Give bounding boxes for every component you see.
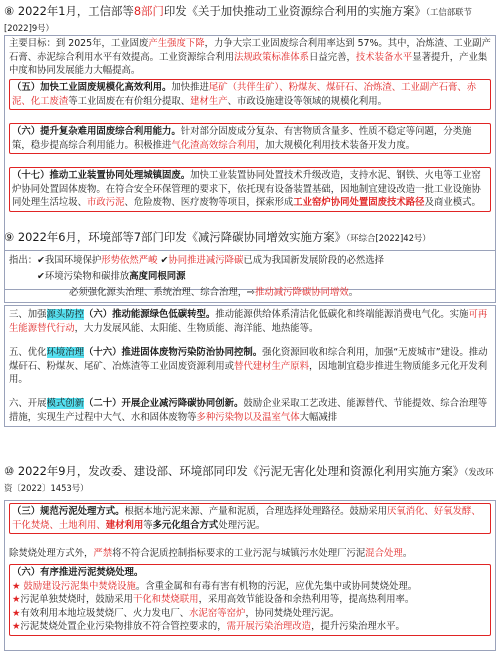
clause-6-box [9, 564, 491, 636]
clause-6-line-2 [12, 593, 488, 607]
arrow-icon: ⇨ [247, 287, 255, 298]
item-6-paragraph [9, 397, 491, 424]
clause-highlight: 水泥窑等窑炉 [189, 607, 246, 619]
clause-highlight: 尾矿（共伴生矿）、粉煤灰、煤矸石、冶炼渣、工业副产石膏、赤泥、化工废渣 [12, 82, 477, 107]
clause-emphasis: 多元化组合方式 [152, 519, 219, 531]
clause-heading: （六）提升复杂难用固废综合利用能力。 [12, 126, 181, 137]
clause-text: ，协同焚烧处理污泥。 [245, 607, 340, 619]
document-number: （发改环资〔2022〕1453号） [4, 467, 494, 493]
star-icon: ★ [12, 621, 21, 632]
clause-3-note [9, 547, 491, 561]
item-tag: 环境治理 [46, 347, 85, 358]
clause-text: 等工业固废在有价组分提取、 [68, 95, 191, 107]
item-text: ，大力发展风能、太阳能、生物质能、海洋能、地热能等。 [74, 322, 319, 334]
clause-highlight: 气化渣高效综合利用 [171, 139, 256, 151]
clause-6-line-3 [12, 607, 488, 621]
note-highlight: 严禁 [93, 548, 113, 559]
item-heading: （二十）开展企业减污降碳协同创新。 [84, 398, 244, 409]
clause-highlight: 厌氧消化、好氧发酵、干化焚烧、土地利用、 [12, 506, 481, 531]
clause-text: 加快推进 [171, 82, 209, 93]
summary-line-3 [69, 286, 491, 300]
clause-heading: （六）有序推进污泥焚烧处理。 [12, 567, 144, 578]
item-text: 大幅减排 [299, 411, 338, 423]
title-text: 2022年9月，发改委、建设部、环境部同印发《污泥无害化处理和资源化利用实施方案》 [14, 464, 465, 478]
clause-5-box [9, 79, 491, 110]
clause-6-line-4 [12, 620, 488, 634]
section-9-title [4, 230, 496, 246]
clause-text: 及商业模式。 [424, 197, 481, 208]
summary-emphasis: 高度同根同源 [129, 271, 186, 282]
title-text: 2022年1月，工信部等 [14, 4, 134, 18]
clause-text: 根据本地污泥来源、产量和泥质，合理选择处理路径。鼓励采用 [124, 506, 388, 517]
item-text: 鼓励企业采取工艺改进、能源替代、节能提效、综合治理等措施，实现生产过程中大气、水和固体废物等 [9, 398, 488, 423]
star-icon: ★ [12, 607, 21, 619]
goal-text: 日益完善， [309, 51, 356, 63]
item-text: 六、开展 [9, 398, 47, 409]
clause-highlight: 需开展污染治理改造 [226, 621, 312, 632]
title-text: 2022年6月，环境部等7部门印发《减污降碳协同增效实施方案》 [14, 230, 347, 244]
summary-highlight: 形势依然严峻 [101, 255, 158, 266]
item-tag: 源头防控 [46, 309, 85, 320]
goal-text: 显著提升，产业集中度和协同发展能力大幅提高。 [9, 51, 488, 76]
clause-highlight: 市政污泥 [87, 197, 125, 208]
item-heading: （十六）推进固体废物污染防治协同控制。 [84, 347, 263, 358]
goal-text: ，力争大宗工业固废综合利用率达到 57%。其中，冶炼渣、工业副产石膏、赤泥综合利用水平有效提高。工业资源综合利用 [9, 38, 491, 63]
section-9-summary-box [4, 250, 496, 303]
item-text: 推动能源供给体系清洁化低碳化和终端能源消费电气化。实施 [215, 309, 469, 320]
clause-highlight: 干化和焚烧联用 [132, 594, 199, 605]
goal-highlight: 技术装备水平 [355, 51, 413, 63]
summary-text: ✔环境污染物和碳排放 [37, 271, 130, 282]
item-5-paragraph [9, 346, 491, 387]
document-number: （工信部联节[2022]9号） [4, 7, 472, 33]
clause-text: 。含重金属和有毒有害有机物的污泥，应优先集中或协同焚烧处理。 [135, 580, 418, 592]
summary-text: ✔我国环境保护 [37, 255, 102, 266]
clause-text: 污泥单独焚烧时，鼓励采用 [20, 594, 133, 605]
clause-heading: （三）规范污泥处理方式。 [12, 506, 125, 517]
clause-text: ，加大规模化利用技术装备开发力度。 [255, 139, 416, 151]
item-highlight: 替代建材生产原料 [234, 360, 310, 372]
title-highlight: 8部门 [133, 4, 164, 18]
title-text: 印发《关于加快推动工业资源综合利用的实施方案》 [163, 4, 426, 18]
item-text: 五、优化 [9, 347, 47, 358]
clause-text: 、市政设施建设等领域的规模化利用。 [227, 95, 388, 107]
item-text: ，因地制宜稳步推进生物质能多元化开发利用。 [9, 360, 488, 385]
item-highlight: 可再生能源替代行动 [9, 309, 488, 334]
summary-line-1 [9, 254, 491, 268]
summary-label: 指出： [9, 255, 38, 266]
section-10-box [4, 500, 496, 651]
clause-text: 、危险废物、医疗废物等项目，探索形成 [124, 197, 294, 208]
note-text: 。 [402, 548, 413, 559]
summary-text: ✔ [157, 255, 169, 266]
clause-heading: （十七）推动工业装置协同处理城镇固废。 [12, 170, 191, 181]
item-tag: 模式创新 [46, 398, 85, 409]
goal-text: 主要目标：到 2025年，工业固废 [9, 38, 149, 49]
summary-highlight: 协同推进减污降碳 [168, 255, 244, 266]
summary-line-2 [37, 270, 491, 284]
note-text: 将不符合泥质控制指标要求的工业污泥与城镇污水处理厂污泥 [112, 548, 366, 559]
summary-text: 已成为我国新发展阶段的必然选择 [243, 255, 385, 266]
goal-highlight: 法规政策标准体系 [234, 51, 310, 63]
clause-heading: （五）加快工业固废规模化高效利用。 [12, 82, 172, 93]
item-text: 强化资源回收和综合利用，加强“无废城市”建设。推动煤矸石、粉煤灰、尾矿、冶炼渣等工业固废资源利用或 [9, 347, 488, 372]
summary-text: 。 [348, 287, 359, 298]
star-icon: ★ [12, 594, 21, 605]
clause-6-line-1 [12, 580, 488, 594]
circled-number-10: ⑩ [4, 464, 15, 478]
clause-text: ，采用高效节能设备和余热利用等，提高热利用率。 [198, 594, 415, 605]
clause-highlight: 工业窑炉协同处置固废技术路径 [293, 197, 425, 208]
clause-highlight: 建材生产 [190, 95, 228, 107]
clause-text: 有效利用本地垃圾焚烧厂、火力发电厂、 [20, 607, 190, 619]
circled-number-9: ⑨ [4, 230, 15, 244]
clause-highlight: ★ 鼓励建设污泥集中焚烧设施 [12, 580, 136, 592]
item-heading: （六）推动能源绿色低碳转型。 [84, 309, 216, 320]
section-9-body-box [4, 305, 496, 427]
summary-highlight: 推动减污降碳协同增效 [255, 287, 349, 298]
item-text: 三、加强 [9, 309, 47, 320]
goal-highlight: 产生强度下降 [148, 38, 205, 49]
note-highlight: 混合处理 [365, 548, 403, 559]
document-number: （环综合[2022]42号） [346, 233, 431, 243]
clause-text: 等 [143, 519, 153, 531]
circled-number-8: ⑧ [4, 4, 15, 18]
clause-3-box [9, 503, 491, 534]
clause-text: 处理污泥。 [218, 519, 266, 531]
clause-text: 加快工业装置协同处置技术升级改造，支持水泥、钢铁、火电等工业窑炉协同处置固体废物。在符合安全环保管理的要求下，依托现有设备装置基础，因地制宜建设改造一批工业设施协同处理生活垃圾、 [12, 170, 481, 208]
item-highlight: 多种污染物以及温室气体 [196, 411, 300, 423]
summary-text: 必须强化源头治理、系统治理、综合治理， [69, 287, 248, 298]
item-3-paragraph [9, 308, 491, 335]
note-text: 除焚烧处理方式外， [9, 548, 94, 559]
clause-17-box [9, 167, 491, 212]
clause-text: ，提升污染治理水平。 [311, 621, 405, 632]
clause-text: 污泥焚烧处置企业污染物排放不符合管控要求的， [20, 621, 227, 632]
clause-text: 针对部分固废成分复杂、有害物质含量多、性质不稳定等问题，分类施策，稳步提高综合利用能力。积极推进 [12, 126, 472, 151]
section-10-title [4, 464, 496, 496]
main-goal-paragraph [9, 37, 491, 78]
section-8-title [4, 4, 496, 36]
clause-6-box [9, 123, 491, 154]
clause-highlight: 建材利用 [105, 519, 144, 531]
